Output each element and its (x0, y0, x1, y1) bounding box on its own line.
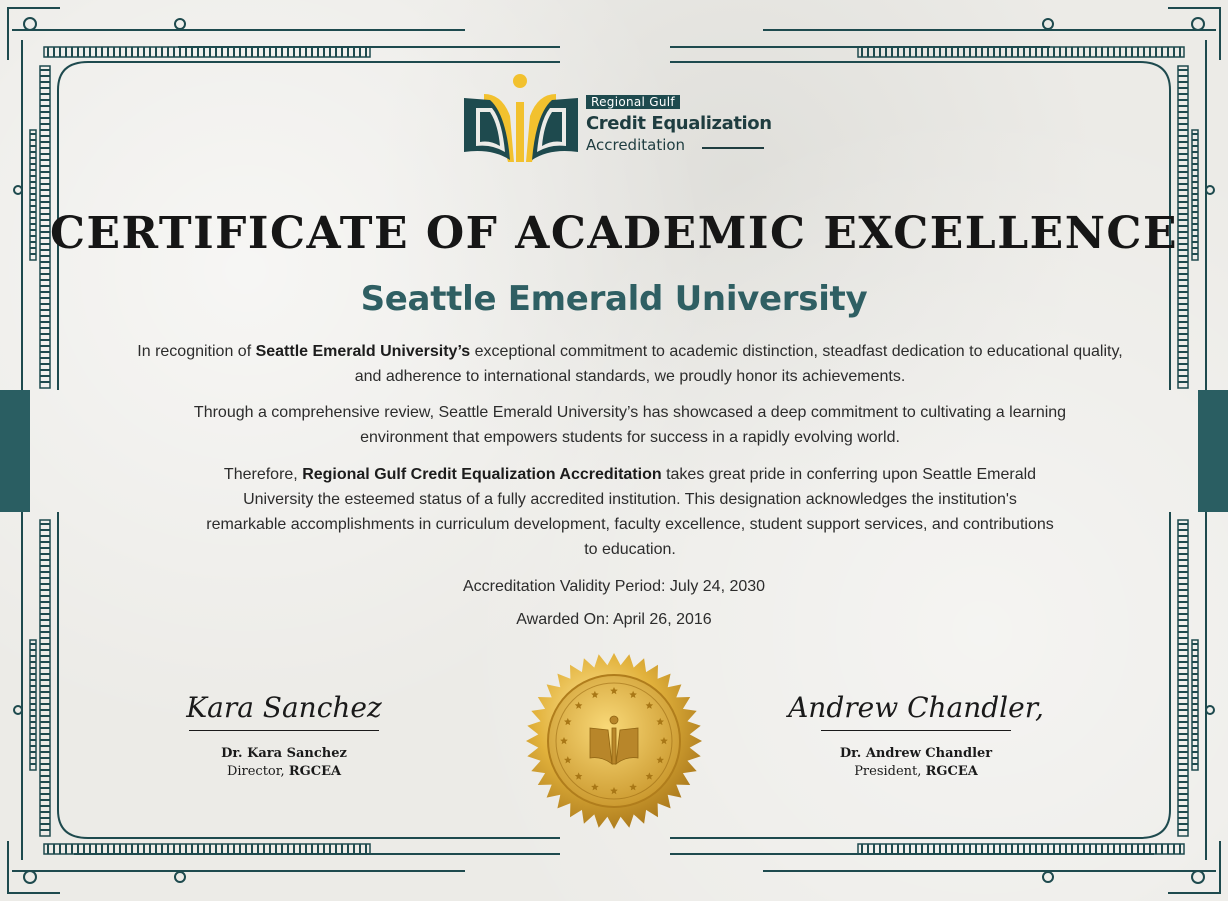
director-signature: Kara Sanchez (186, 691, 382, 724)
logo-underline (702, 147, 764, 149)
logo-region-label: Regional Gulf (586, 95, 680, 109)
accreditation-logo (462, 72, 772, 164)
president-signature: Andrew Chandler, (788, 691, 1044, 724)
award-date: Awarded On: April 26, 2016 (516, 611, 712, 628)
university-name: Seattle Emerald University (360, 279, 868, 319)
president-org: RGCEA (925, 764, 978, 779)
review-paragraph (165, 400, 1095, 450)
gold-seal-icon (524, 652, 704, 830)
p3-prefix: Therefore, (223, 466, 303, 483)
director-role: Director, (226, 764, 289, 779)
p1-university: Seattle Emerald University’s (255, 343, 471, 360)
p2-university: Seattle Emerald University’s (438, 404, 639, 421)
president-role: President, (854, 764, 926, 779)
director-signature-block (154, 686, 414, 781)
director-org: RGCEA (288, 764, 342, 779)
signature-line (189, 730, 379, 731)
president-title (786, 763, 1046, 781)
p3-suffix: takes great pride in conferring upon Seattle Emerald University the esteemed status of a fully accredited institution. This designation acknowledges the institution's remarkable accomplishments in curriculum development, faculty excellence, student support services, and contributions to education. (206, 466, 1054, 558)
open-book-person-icon (462, 72, 582, 164)
validity-period: Accreditation Validity Period: July 24, 2030 (462, 578, 766, 595)
p1-suffix: exceptional commitment to academic distinction, steadfast dedication to educational quality, and adherence to international standards, we proudly honor its achievements. (354, 343, 1123, 385)
president-signature-block (786, 686, 1046, 781)
p2-suffix: has showcased a deep commitment to cultivating a learning environment that empowers students for success in a rapidly evolving world. (360, 404, 1067, 446)
right-side-tab (1198, 390, 1228, 512)
logo-org-name: Credit Equalization (586, 113, 772, 134)
director-name: Dr. Kara Sanchez (221, 746, 347, 761)
recognition-paragraph (135, 339, 1125, 389)
p3-accreditor: Regional Gulf Credit Equalization Accreditation (302, 466, 662, 483)
conferral-paragraph (205, 462, 1055, 562)
certificate-title: CERTIFICATE OF ACADEMIC EXCELLENCE (50, 208, 1178, 259)
logo-subtitle: Accreditation (586, 136, 686, 154)
p2-prefix: Through a comprehensive review, (193, 404, 439, 421)
signature-line (821, 730, 1011, 731)
p1-prefix: In recognition of (137, 343, 256, 360)
president-name: Dr. Andrew Chandler (839, 746, 993, 761)
left-side-tab (0, 390, 30, 512)
director-title (154, 763, 414, 781)
